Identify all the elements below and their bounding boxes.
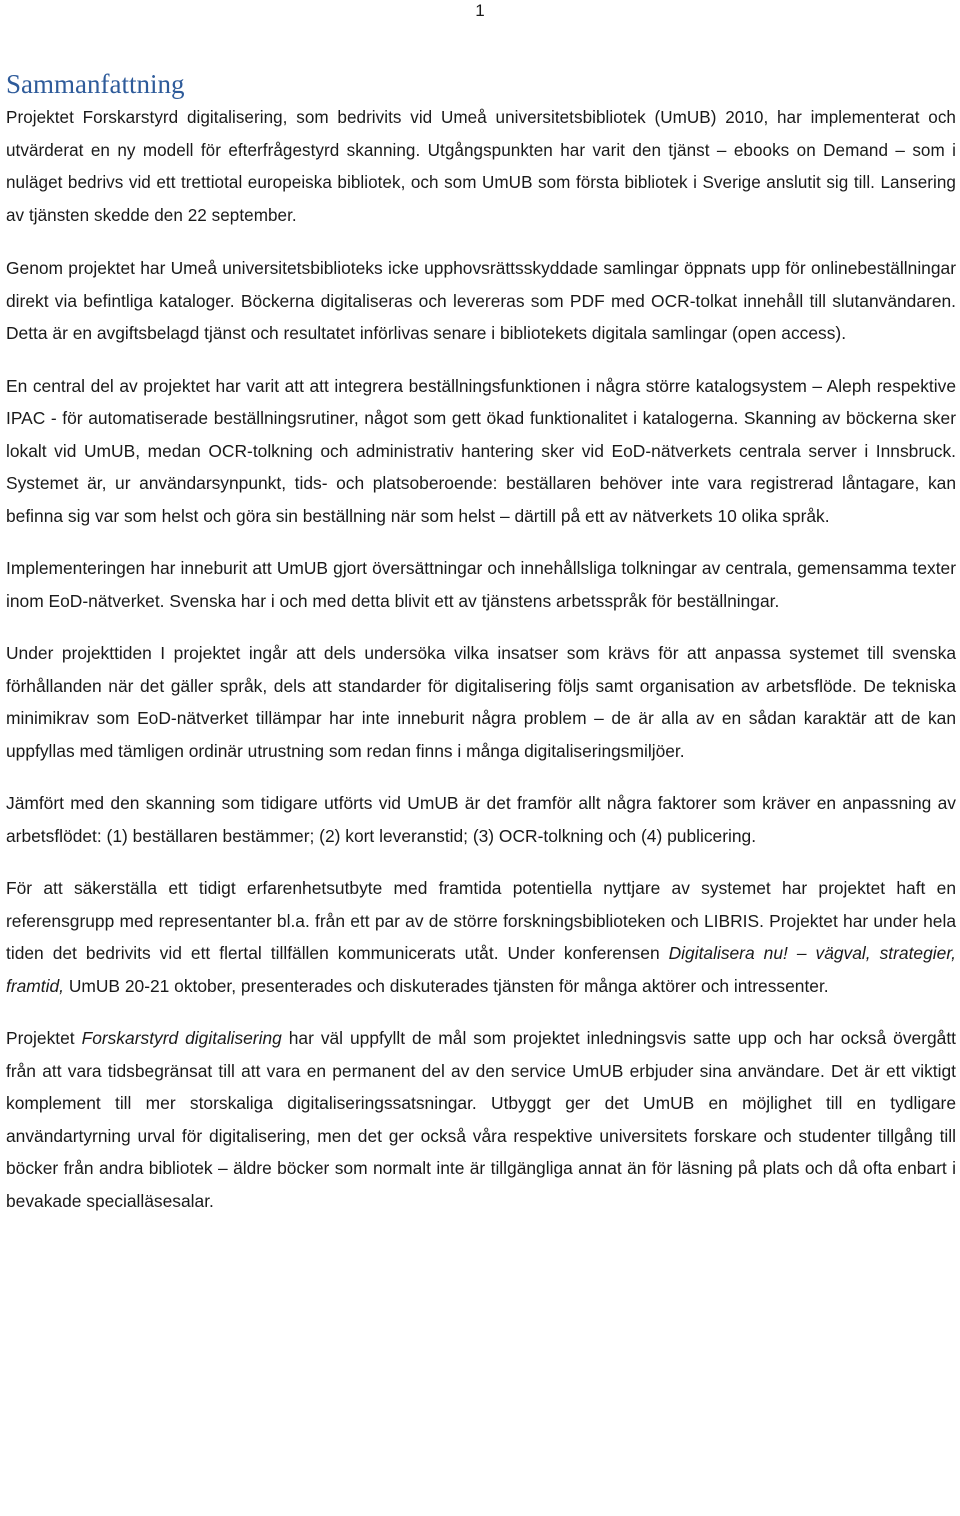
paragraph-3	[6, 370, 956, 533]
paragraph-text: Jämfört med den skanning som tidigare utförts vid UmUB är det framför allt några faktorer som kräver en anpassning av arbetsflödet: (1) beställaren bestämmer; (2) kort leveranstid; (3) OCR-tolkning och (4) publicering.	[6, 793, 956, 846]
paragraph-text: Genom projektet har Umeå universitetsbiblioteks icke upphovsrättsskyddade samlingar öppnats upp för onlinebeställningar direkt via befintliga kataloger. Böckerna digitaliseras och levereras som PDF med OCR-tolkat innehåll till slutanvändaren. Detta är en avgiftsbelagd tjänst och resultatet införlivas senare i bibliotekets digitala samlingar (open access).	[6, 258, 956, 343]
paragraph-text: Projektet Forskarstyrd digitalisering, som bedrivits vid Umeå universitetsbibliotek (UmUB) 2010, har implementerat och utvärderat en ny modell för efterfrågestyrd skanning. Utgångspunkten har varit den tjänst – ebooks on Demand – som i nuläget bedrivs vid ett trettiotal europeiska bibliotek, och som UmUB som första bibliotek i Sverige anslutit sig till. Lansering av tjänsten skedde den 22 september.	[6, 108, 956, 225]
conference-title: Digitalisera nu! – vägval, strategier, framtid,	[6, 943, 956, 996]
paragraph-1	[6, 102, 956, 232]
paragraph-text: har väl uppfyllt de mål som projektet inledningsvis satte upp och har också övergått från att vara tidsbegränsat till att vara en permanent del av den service UmUB erbjuder sina användare. Det är ett viktigt komplement till mer storskaliga digitaliseringssatsningar. Utbyggt ger det UmUB en möjlighet till en tydligare användartyrning urval för digitalisering, men det ger också våra respektive universitets forskare och studenter tillgång till böcker från andra bibliotek – äldre böcker som normalt inte är tillgängliga annat än för läsning på plats och då ofta enbart i bevakade specialläsesalar.	[6, 1028, 957, 1211]
section-heading: Sammanfattning	[6, 69, 185, 99]
paragraph-4	[6, 552, 956, 617]
paragraph-text: Under projekttiden I projektet ingår att dels undersöka vilka insatser som krävs för att anpassa systemet till svenska förhållanden när det gäller språk, dels att standarder för digitalisering följs samt organisation av arbetsflöde. De tekniska minimikrav som EoD-nätverket tillämpar har inte inneburit några problem – de är alla av en sådan karaktär att de kan uppfyllas med tämligen ordinär utrustning som redan finns i många digitaliseringsmiljöer.	[6, 643, 956, 761]
paragraph-5	[6, 637, 956, 767]
document-body	[6, 66, 956, 1237]
paragraph-2	[6, 252, 956, 350]
paragraph-6	[6, 787, 956, 852]
paragraph-text: En central del av projektet har varit att att integrera beställningsfunktionen i några större katalogsystem – Aleph respektive IPAC - för automatiserade beställningsrutiner, något som gett ökad funktionalitet i katalogerna. Skanning av böckerna sker lokalt vid UmUB, medan OCR-tolkning och administrativ hantering sker vid EoD-nätverkets centrala server i Innsbruck. Systemet är, ur användarsynpunkt, tids- och platsoberoende: beställaren behöver inte vara registrerad låntagare, kan befinna sig var som helst och göra sin beställning när som helst – därtill på ett av nätverkets 10 olika språk.	[6, 375, 956, 526]
project-name: Forskarstyrd digitalisering	[81, 1028, 282, 1048]
paragraph-text: För att säkerställa ett tidigt erfarenhetsutbyte med framtida potentiella nyttjare av systemet har projektet haft en referensgrupp med representanter bl.a. från ett par av de större forskningsbiblioteken och LIBRIS. Projektet har under hela tiden det bedrivits vid ett flertal tillfällen kommunicerats utåt. Under konferensen	[6, 878, 956, 963]
paragraph-text: Implementeringen har inneburit att UmUB gjort översättningar och innehållsliga tolkningar av centrala, gemensamma texter inom EoD-nätverket. Svenska har i och med detta blivit ett av tjänstens arbetsspråk för beställningar.	[6, 558, 956, 611]
paragraph-text: UmUB 20-21 oktober, presenterades och diskuterades tjänsten för många aktörer och intressenter.	[63, 975, 829, 996]
page-number: 1	[475, 1, 485, 20]
paragraph-text: Projektet	[6, 1028, 82, 1048]
paragraph-8	[6, 1022, 956, 1217]
paragraph-7	[6, 872, 956, 1002]
